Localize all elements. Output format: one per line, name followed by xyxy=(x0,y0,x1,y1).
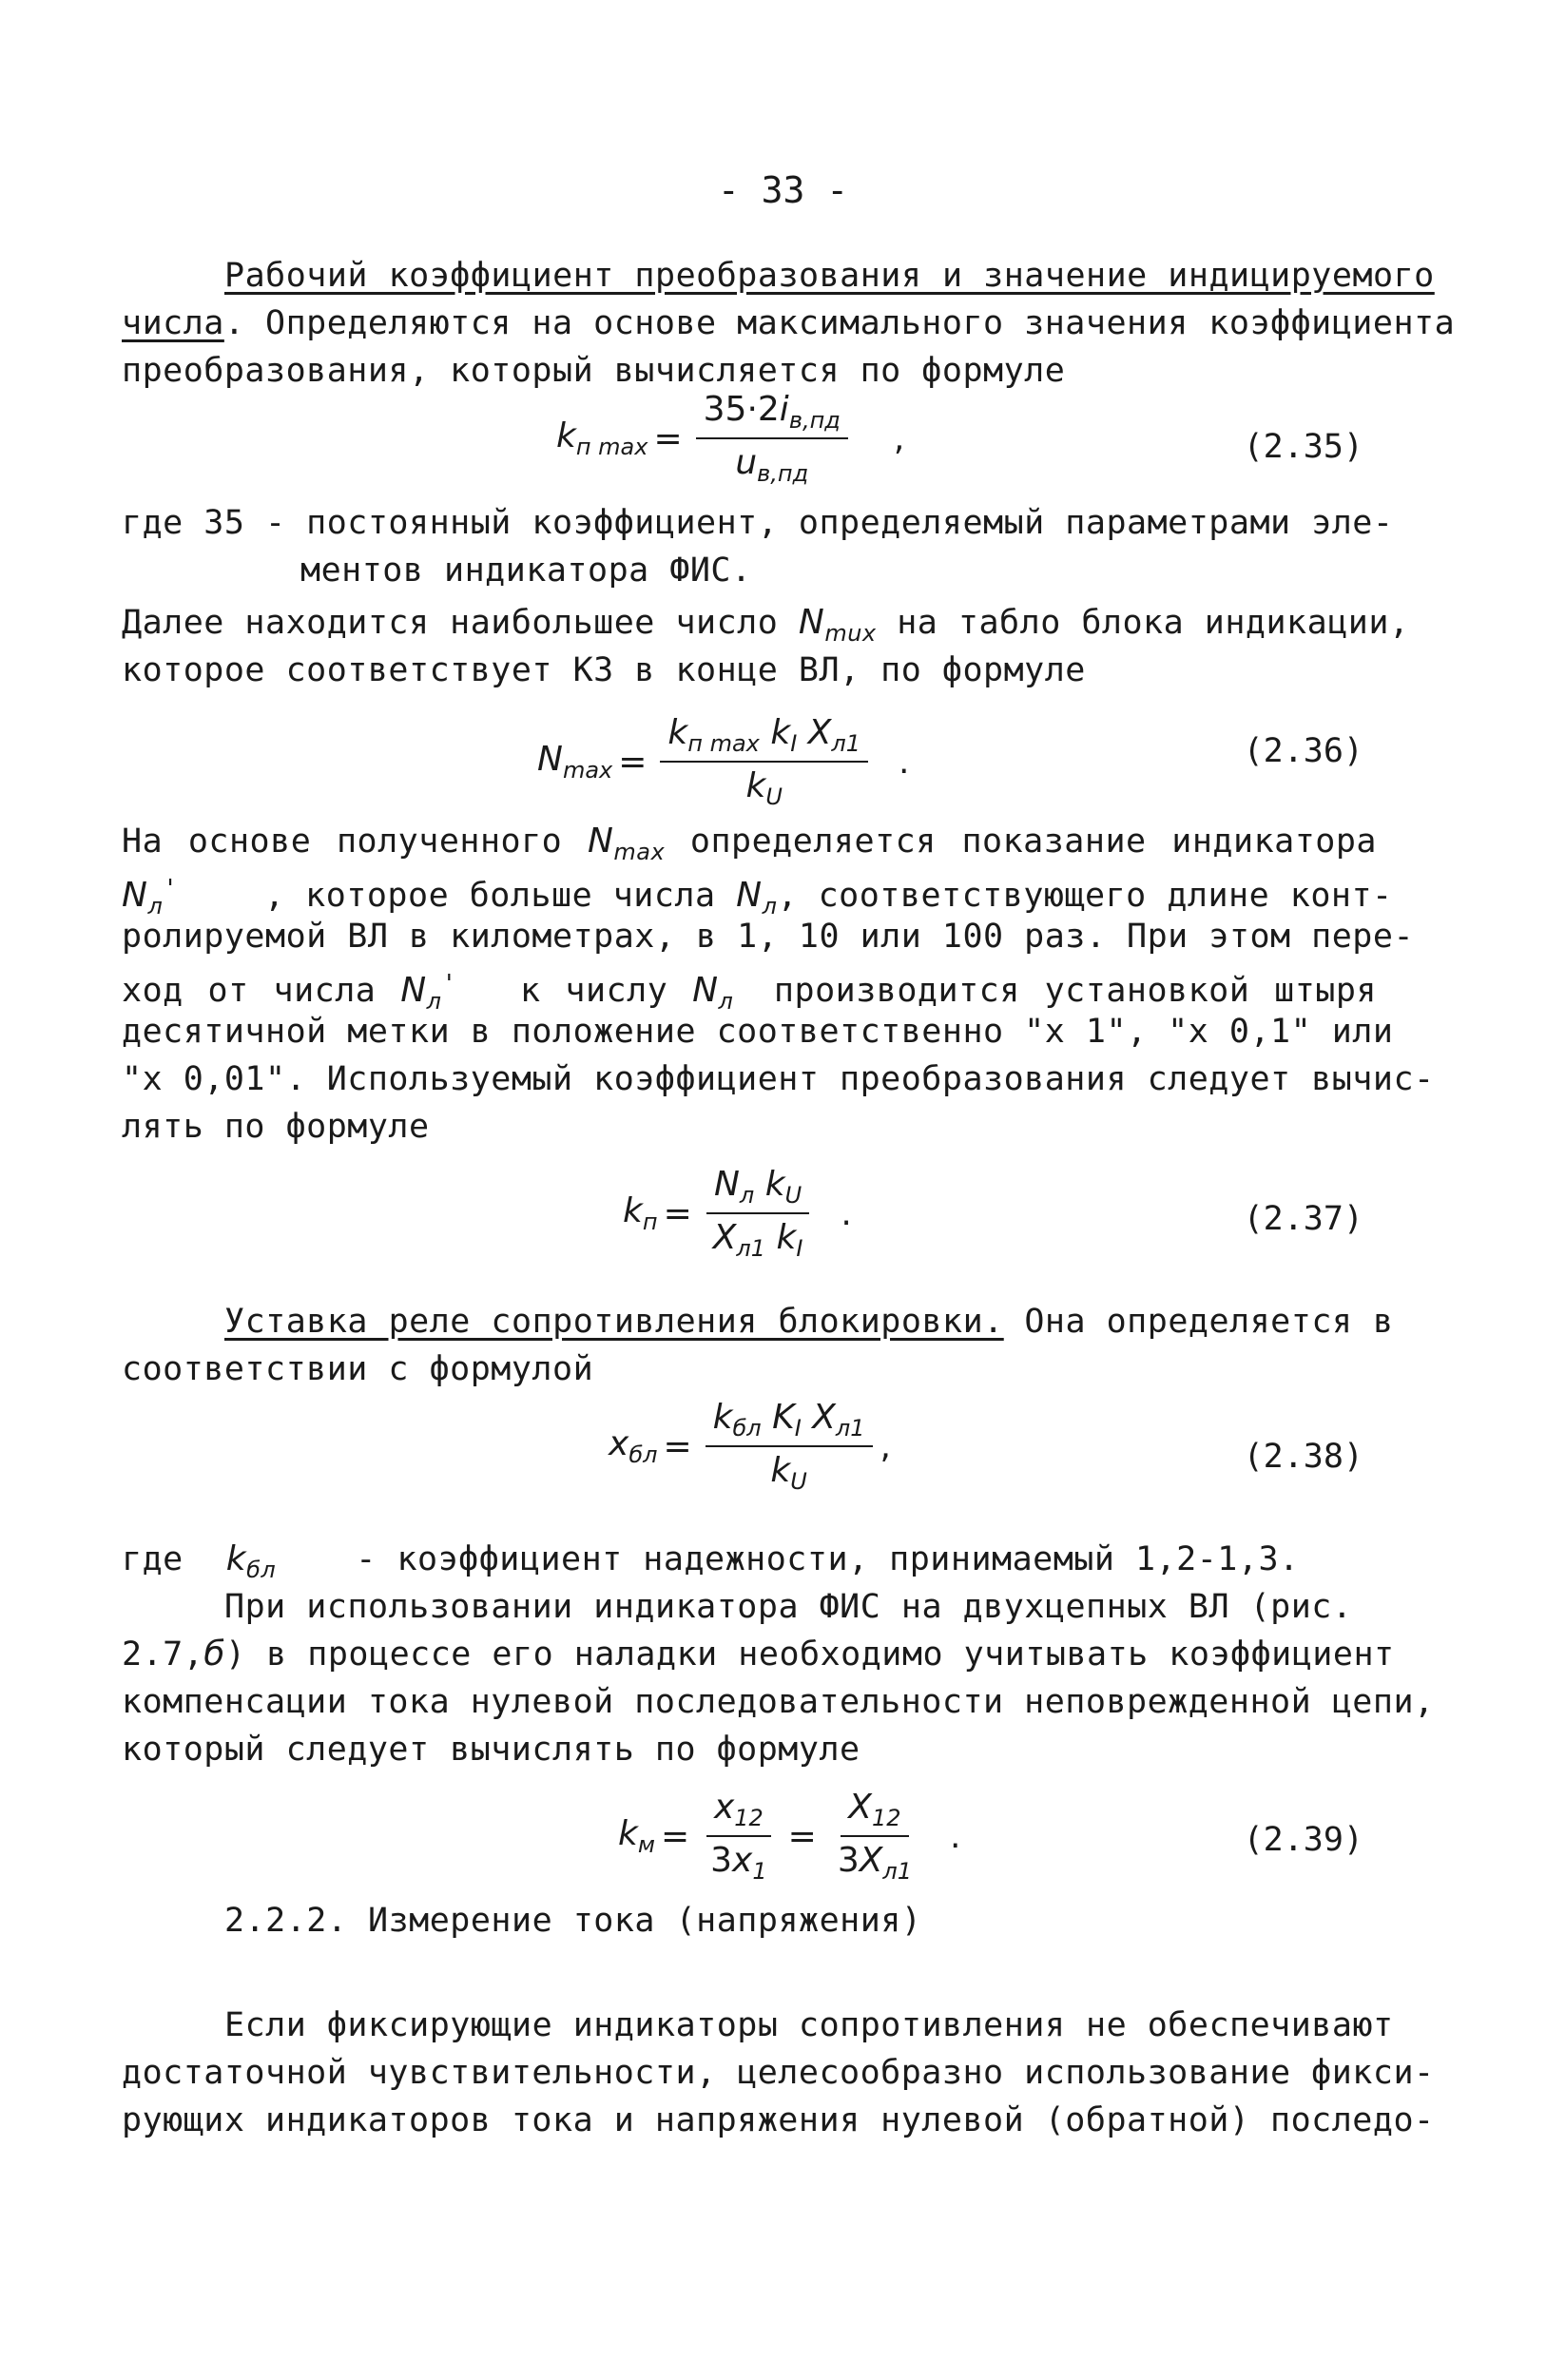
paragraph-line: соответствии с формулой xyxy=(122,1350,594,1388)
paragraph-line: достаточной чувствительности, целесообразно использование фикси- xyxy=(122,2054,1435,2092)
paragraph-line: При использовании индикатора ФИС на двухцепных ВЛ (рис. xyxy=(224,1588,1353,1626)
formula-2-38: $x_{бл}$ = $\frac{k_{бл} K_I X_{л1}}{k_U}$ , xyxy=(609,1398,891,1495)
paragraph-line: На основе полученного $N_{max}$ определяется показание индикатора xyxy=(122,822,1377,865)
paragraph-line: которое соответствует КЗ в конце ВЛ, по формуле xyxy=(122,651,1086,689)
paragraph-line: лять по формуле xyxy=(122,1108,430,1146)
fraction: $\frac{N_л k_U}{X_{л1} k_I}$ xyxy=(706,1165,811,1262)
paragraph-line: рующих индикаторов тока и напряжения нулевой (обратной) последо- xyxy=(122,2101,1435,2139)
paragraph-line: где 35 - постоянный коэффициент, определяемый параметрами эле- xyxy=(122,504,1394,542)
equation-number: (2.36) xyxy=(1243,732,1363,770)
paragraph-line: Далее находится наибольшее число $N_{mux}$ на табло блока индикации, xyxy=(122,603,1410,647)
equation-number: (2.37) xyxy=(1243,1200,1363,1238)
paragraph-line: $N_л'$ , которое больше числа $N_л$, соответствующего длине конт- xyxy=(122,875,1393,919)
equation-number: (2.38) xyxy=(1243,1438,1363,1476)
section-title-end: числа xyxy=(122,304,224,342)
paragraph-line: где $k_{бл}$ - коэффициент надежности, принимаемый 1,2-1,3. xyxy=(122,1539,1300,1583)
section-title: Уставка реле сопротивления блокировки. xyxy=(224,1303,1004,1341)
fraction: $\frac{35\cdot 2i_{в,пд}}{u_{в,пд}}$ xyxy=(696,390,848,487)
paragraph-line: Если фиксирующие индикаторы сопротивления не обеспечивают xyxy=(224,2006,1394,2044)
fraction: $\frac{k_{п max} k_I X_{л1}}{k_U}$ xyxy=(660,713,868,810)
paragraph-line: ход от числа $N_л'$ к числу $N_л$ производится установкой штыря xyxy=(122,970,1377,1015)
equation-number: (2.39) xyxy=(1243,1821,1363,1859)
formula-2-37: $k_п$ = $\frac{N_л k_U}{X_{л1} k_I}$ . xyxy=(623,1165,852,1262)
paragraph-line: который следует вычислять по формуле xyxy=(122,1731,860,1769)
paragraph-line: компенсации тока нулевой последовательности неповрежденной цепи, xyxy=(122,1683,1435,1721)
fraction: $\frac{x_{12}}{3x_1}$ xyxy=(703,1788,775,1885)
subsection-heading: 2.2.2. Измерение тока (напряжения) xyxy=(224,1902,922,1940)
formula-2-35: $k_{п max}$ = $\frac{35\cdot 2i_{в,пд}}{u_{в,пд}}$ , xyxy=(556,390,905,487)
paragraph-line: десятичной метки в положение соответственно "x 1", "x 0,1" или xyxy=(122,1013,1394,1051)
paragraph-line: "x 0,01". Используемый коэффициент преобразования следует вычис- xyxy=(122,1060,1435,1098)
paragraph-line: числа. Определяются на основе максимального значения коэффициента xyxy=(122,304,1456,342)
paragraph-line: Уставка реле сопротивления блокировки. Она определяется в xyxy=(224,1303,1394,1341)
fraction: $\frac{X_{12}}{3X_{л1}}$ xyxy=(837,1788,912,1885)
section-title: Рабочий коэффициент преобразования и значение индицируемого xyxy=(224,257,1435,295)
page-number: - 33 - xyxy=(717,169,849,211)
formula-2-36: $N_{max}$ = $\frac{k_{п max} k_I X_{л1}}{k_U}$ . xyxy=(537,713,910,810)
section-heading-line-1 xyxy=(224,252,1435,300)
fraction: $\frac{k_{бл} K_I X_{л1}}{k_U}$ xyxy=(706,1398,873,1495)
formula-2-39: $k_м$ = $\frac{x_{12}}{3x_1}$ = $\frac{X_{12}}{3X_{л1}}$ . xyxy=(618,1788,961,1885)
equation-number: (2.35) xyxy=(1243,428,1363,466)
paragraph-line: ролируемой ВЛ в километрах, в 1, 10 или 100 раз. При этом пере- xyxy=(122,918,1415,956)
paragraph-line: преобразования, который вычисляется по формуле xyxy=(122,352,1066,390)
paragraph-line: ментов индикатора ФИС. xyxy=(300,551,752,590)
paragraph-line: 2.7,б) в процессе его наладки необходимо учитывать коэффициент xyxy=(122,1635,1395,1674)
